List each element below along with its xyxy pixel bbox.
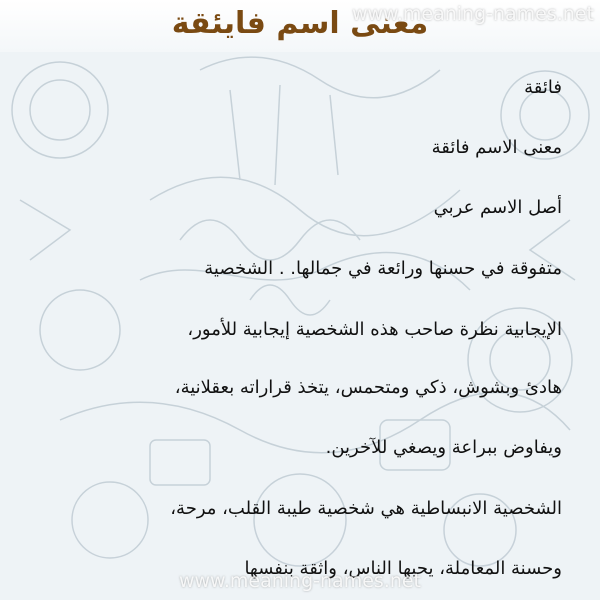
description-line-4: ويفاوض ببراعة ويصغي للآخرين. (325, 437, 562, 458)
origin-line: أصل الاسم عربي (433, 197, 562, 218)
name-line: فائقة (524, 77, 562, 98)
meaning-line: معنى الاسم فائقة (431, 137, 562, 158)
watermark-top: www.meaning-names.net (351, 3, 594, 25)
description-line-3: هادئ وبشوش، ذكي ومتحمس، يتخذ قراراته بعقلانية، (174, 377, 562, 398)
description-line-2: الإيجابية نظرة صاحب هذه الشخصية إيجابية للأمور، (187, 319, 562, 340)
page-title: معنى اسم فايئقة (171, 6, 429, 41)
description-line-5: الشخصية الانبساطية هي شخصية طيبة القلب، مرحة، (170, 498, 562, 519)
description-line-1: متفوقة في حسنها ورائعة في جمالها. . الشخصية (204, 258, 562, 279)
description-line-6: وحسنة المعاملة، يحبها الناس، واثقة بنفسها (244, 558, 562, 579)
watermark-bottom: www.meaning-names.net (178, 570, 422, 592)
